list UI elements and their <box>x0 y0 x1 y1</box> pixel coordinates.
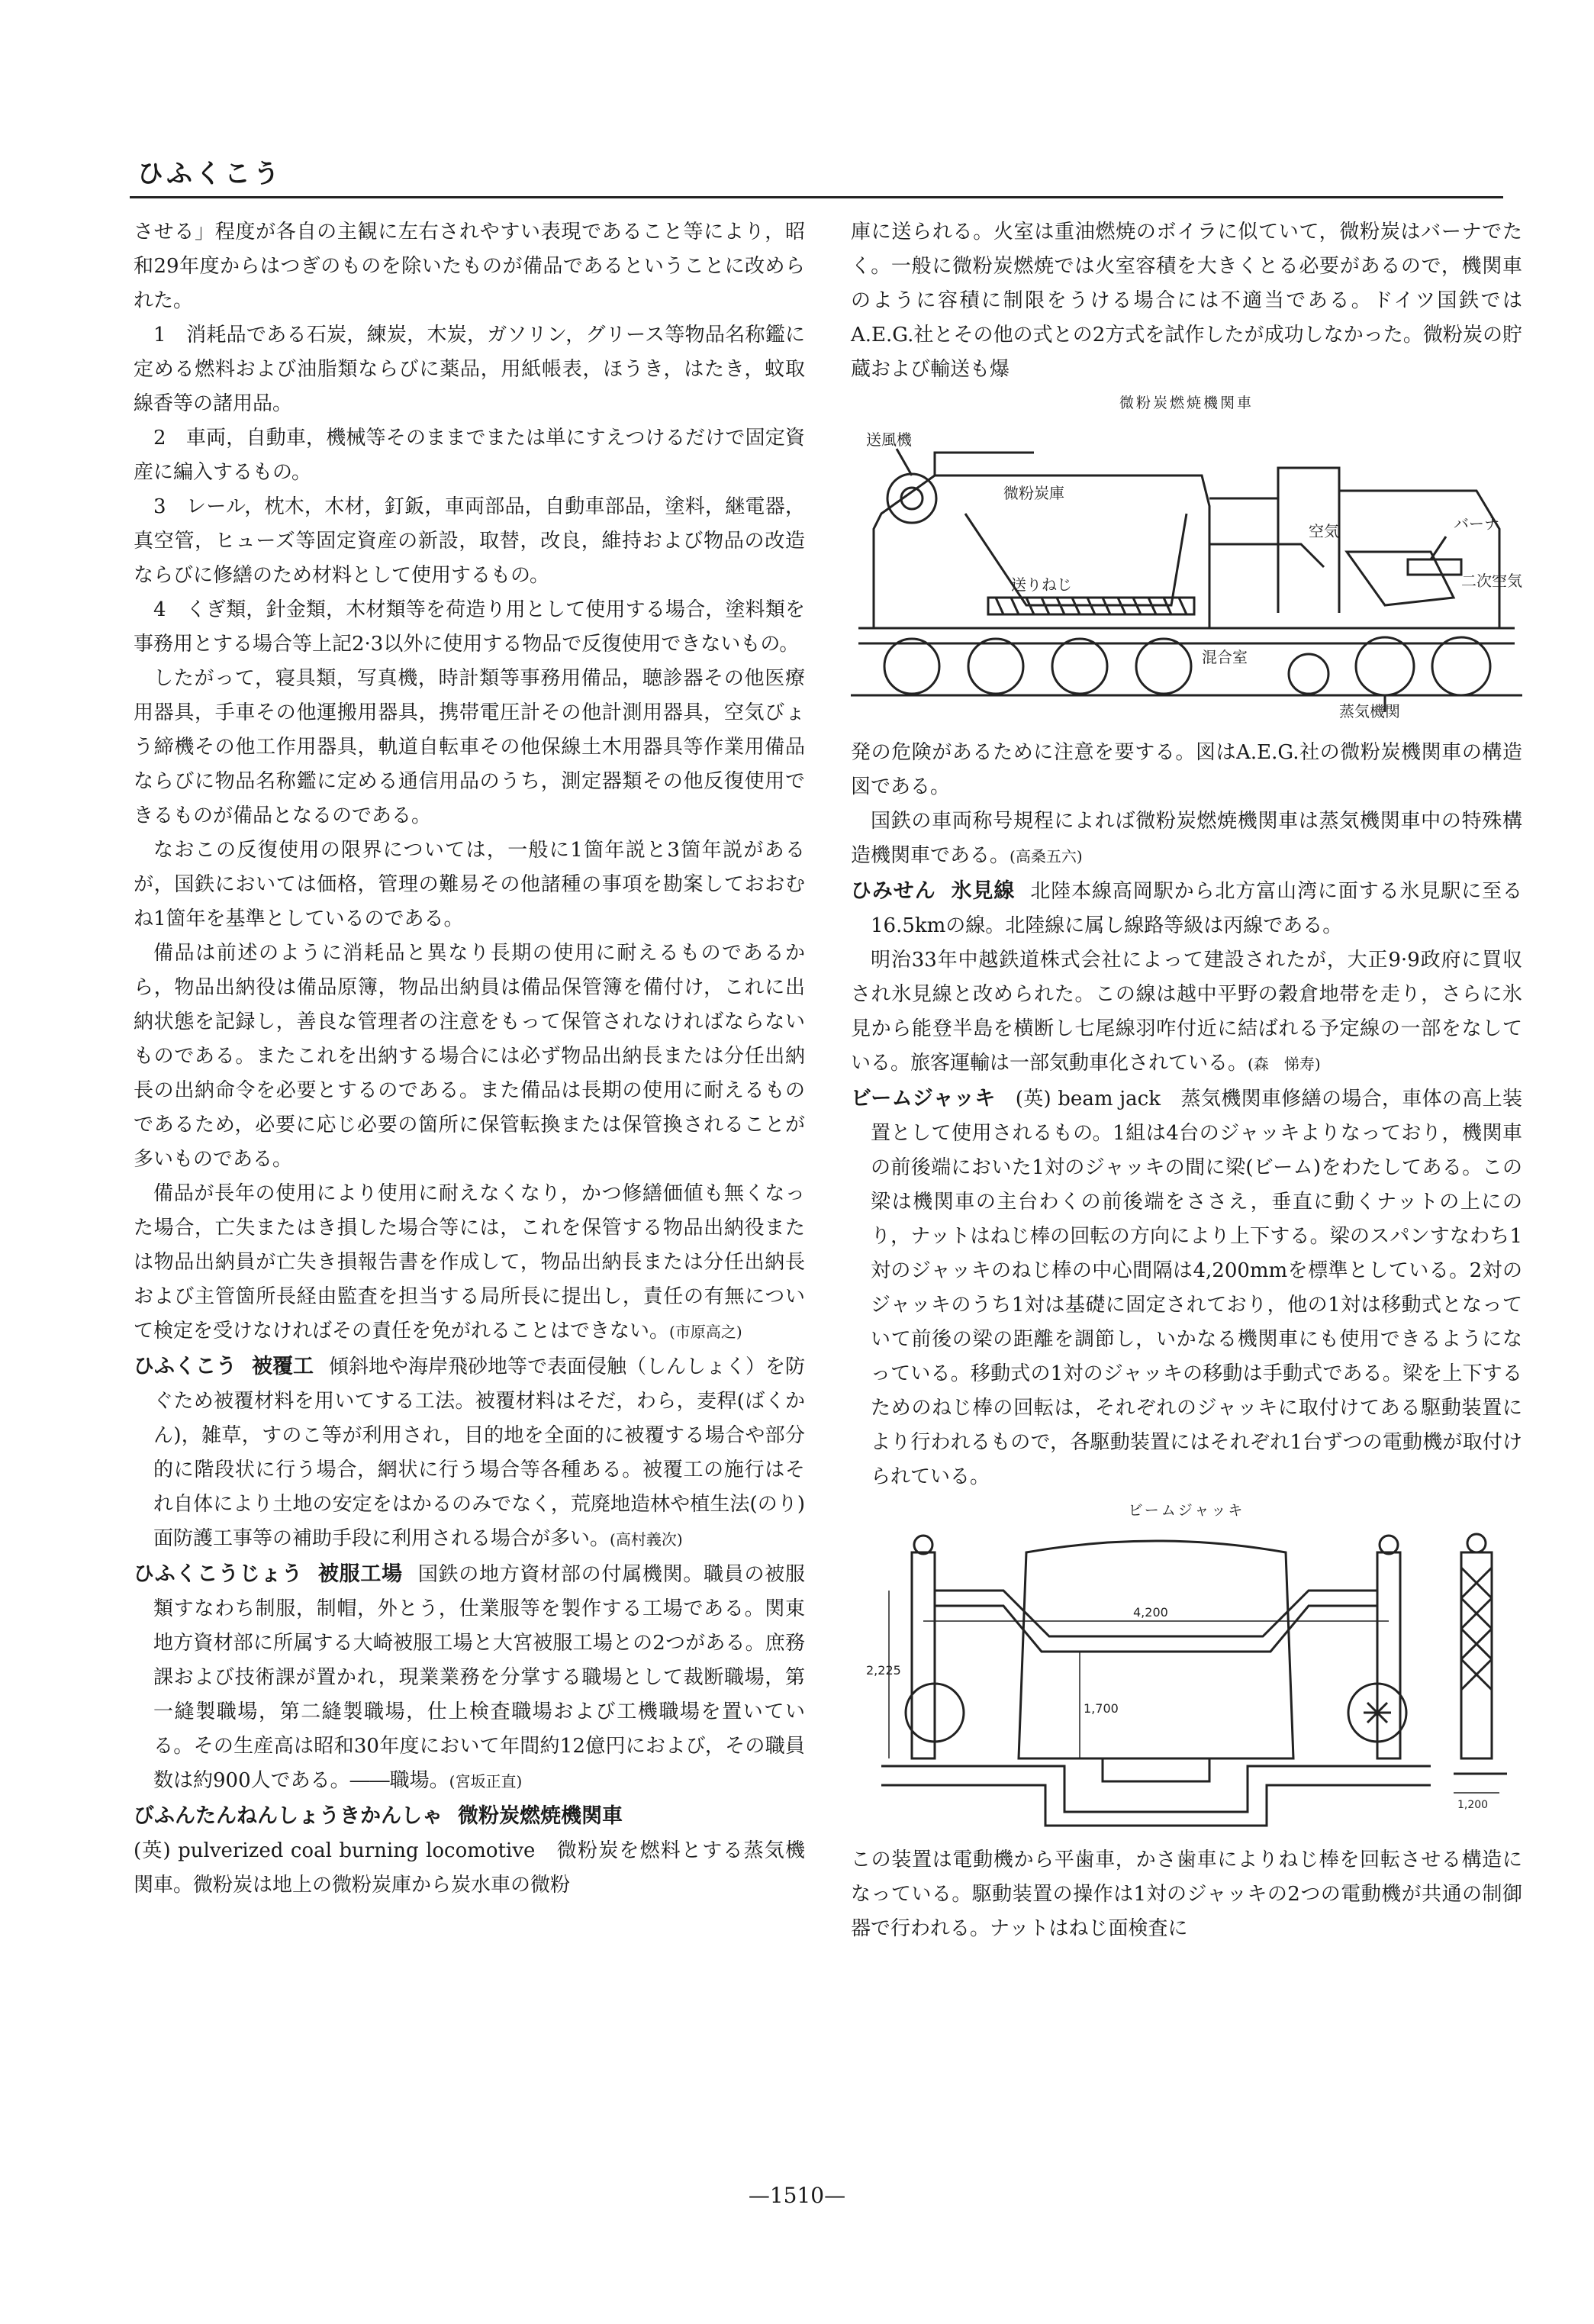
entry-reading: ひふくこうじょう <box>134 1562 303 1586</box>
paragraph: 備品は前述のように消耗品と異なり長期の使用に耐えるものであるから，物品出納役は備品原簿，物品出納員は備品保管簿を備付け，これに出納状態を記録し，善良な管理者の注意をもって保管されなければならないものである。またこれを出納する場合には必ず物品出納長または分任出納長の出納命令を必要とするのである。また備品は長期の使用に耐えるものであるため，必要に応じ必要の箇所に保管転換または保管換されることが多いものである。 <box>134 942 805 1171</box>
running-head: ひふくこう <box>137 159 282 189</box>
paragraph <box>851 804 1522 874</box>
paragraph <box>851 943 1522 1081</box>
list-item: 2 車両，自動車，機械等そのままでまたは単にすえつけるだけで固定資産に編入するもの。 <box>134 427 805 484</box>
label-steam-engine: 蒸気機関 <box>1339 702 1400 720</box>
right-column <box>851 215 1522 1946</box>
entry-headword: 微粉炭燃焼機関車 <box>458 1804 623 1828</box>
figure-beam-jack <box>851 1499 1522 1839</box>
paragraph <box>134 1177 805 1349</box>
paragraph: 庫に送られる。火室は重油燃焼のボイラに似ていて，微粉炭はバーナでたく。一般に微粉炭燃焼では火室容積を大きくとる必要があるので，機関車のように容積に制限をうける場合には不適当である。ドイツ国鉄ではA.E.G.社とその他の式との2方式を試作したが成功しなかった。微粉炭の貯蔵および輸送も爆 <box>851 221 1522 381</box>
locomotive-diagram <box>851 414 1522 720</box>
entry-text: 傾斜地や海岸飛砂地等で表面侵触（しんしょく）を防ぐため被覆材料を用いてする工法。被覆材料はそだ，わら，麦稈(ばくかん)，雑草，すのこ等が利用され，目的地を全面的に被覆する場合や部分的に階段状に行う場合，網状に行う場合等各種ある。被覆工の施行はそれ自体により土地の安定をはかるのみでなく，荒廃地造林や植生法(のり)面防護工事等の補助手段に利用される場合が多い。 <box>153 1355 806 1550</box>
paragraph-text: 国鉄の車両称号規程によれば微粉炭燃焼機関車は蒸気機関車中の特殊構造機関車である。 <box>851 810 1522 867</box>
label-air: 空気 <box>1309 522 1339 540</box>
label-hopper: 微粉炭庫 <box>1003 484 1064 502</box>
label-burner: バーナ <box>1454 514 1499 533</box>
left-column <box>134 215 805 1903</box>
author-credit: (宮坂正直) <box>449 1772 523 1791</box>
entry-text: (英) pulverized coal burning locomotive 微粉炭を燃料とする蒸気機関車。微粉炭は地上の微粉炭庫から炭水車の微粉 <box>134 1839 805 1897</box>
dictionary-entry-bifuntan <box>134 1799 805 1834</box>
paragraph: なおこの反復使用の限界については，一般に1箇年説と3箇年説があるが，国鉄においては価格，管理の難易その他諸種の事項を勘案しておおむね1箇年を基準としているのである。 <box>134 839 805 930</box>
figure-pulverized-coal-locomotive <box>851 392 1522 731</box>
entry-headword: 被覆工 <box>252 1355 314 1378</box>
figure-caption: 微粉炭燃焼機関車 <box>1119 395 1254 411</box>
beam-jack-diagram <box>851 1522 1522 1827</box>
entry-text: 国鉄の地方資材部の付属機関。職員の被服類すなわち制服，制帽，外とう，仕業服等を製作する工場である。関東地方資材部に所属する大崎被服工場と大宮被服工場との2つがある。庶務課および技術課が置かれ，現業業務を分掌する職場として裁断職場，第一縫製職場，第二縫製職場，仕上検査職場および工機職場を置いている。その生産高は昭和30年度において年間約12億円におよび，その職員数は約900人である。――職場。 <box>153 1563 806 1792</box>
dimension-side: 1,200 <box>1457 1799 1489 1811</box>
paragraph: したがって，寝具類，写真機，時計類等事務用備品，聴診器その他医療用器具，手車その他運搬用器具，携帯電圧計その他計測用器具，空気びょう締機その他工作用器具，軌道自転車その他保線土木用器具等作業用備品ならびに物品名称鑑に定める通信用品のうち，測定器類その他反復使用できるものが備品となるのである。 <box>134 667 805 827</box>
list-item: 3 レール，枕木，木材，釘鈑，車両部品，自動車部品，塗料，継電器，真空管，ヒューズ等固定資産の新設，取替，改良，維持および物品の改造ならびに修繕のため材料として使用するもの。 <box>134 495 805 587</box>
list-item: 4 くぎ類，針金類，木材類等を荷造り用として使用する場合，塗料類を事務用とする場合等上記2·3以外に使用する物品で反復使用できないもの。 <box>134 598 805 656</box>
entry-reading: びふんたんねんしょうきかんしゃ <box>134 1804 443 1828</box>
author-credit: (森 悌寿) <box>1248 1055 1321 1073</box>
entry-headword: 被服工場 <box>317 1562 403 1586</box>
dictionary-entry-beam-jack <box>851 1081 1522 1494</box>
author-credit: (市原高之) <box>669 1323 742 1341</box>
paragraph: この装置は電動機から平歯車，かさ歯車によりねじ棒を回転させる構造になっている。駆動装置の操作は1対のジャッキの2つの電動機が共通の制御器で行われる。ナットはねじ面検査に <box>851 1849 1522 1940</box>
author-credit: (高村義次) <box>610 1530 683 1549</box>
entry-headword: ビームジャッキ <box>851 1087 996 1110</box>
figure-caption: ビームジャッキ <box>1128 1502 1245 1519</box>
dictionary-entry-hifukukou <box>134 1349 805 1557</box>
entry-text: (英) beam jack 蒸気機関車修繕の場合，車体の高上装置として使用されるもの。1組は4台のジャッキよりなっており，機関車の前後端においた1対のジャッキの間に梁(ビーム)をわたしてある。この梁は機関車の主台わくの前後端をささえ，垂直に動くナットの上にのり，ナットはねじ棒の回転の方向により上下する。梁のスパンすなわち1対のジャッキのねじ棒の中心間隔は4,200mmを標準としている。2対のジャッキのうち1対は基礎に固定されており，他の1対は移動式となっていて前後の梁の距離を調節し，いかなる機関車にも使用できるようになっている。移動式の1対のジャッキの移動は手動式である。梁を上下するためのねじ棒の回転は，それぞれのジャッキに取付けてある駆動装置により行われるもので，各駆動装置にはそれぞれ1台ずつの電動機が取付けられている。 <box>871 1088 1522 1488</box>
dictionary-entry-himisen <box>851 874 1522 943</box>
paragraph-text: 備品が長年の使用により使用に耐えなくなり，かつ修繕価値も無くなった場合，亡失またはき損した場合等には，これを保管する物品出納役または物品出納員が亡失き損報告書を作成して，物品出納長または分任出納長および主管箇所長経由監査を担当する局所長に提出し，責任の有無について検定を受けなければその責任を免がれることはできない。 <box>134 1182 805 1343</box>
dimension-inner: 1,700 <box>1084 1701 1119 1716</box>
label-screw: 送りねじ <box>1011 575 1072 594</box>
entry-reading: ひみせん <box>851 879 936 903</box>
entry-text: 北陸本線高岡駅から北方富山湾に面する氷見駅に至る16.5kmの線。北陸線に属し線路等級は丙線である。 <box>871 880 1523 937</box>
entry-headword: 氷見線 <box>951 879 1016 903</box>
label-secondary-air: 二次空気 <box>1461 572 1522 590</box>
header-rule <box>130 196 1503 198</box>
label-blower: 送風機 <box>866 430 912 449</box>
page-number: —1510— <box>748 2183 846 2208</box>
dimension-span: 4,200 <box>1133 1605 1168 1620</box>
author-credit: (高桑五六) <box>1010 847 1083 865</box>
dictionary-entry-hifukukoujou <box>134 1557 805 1799</box>
list-item: 1 消耗品である石炭，練炭，木炭，ガソリン，グリース等物品名称鑑に定める燃料および油脂類ならびに薬品，用紙帳表，ほうき，はたき，蚊取線香等の諸用品。 <box>134 324 805 415</box>
paragraph: させる」程度が各自の主観に左右されやすい表現であること等により，昭和29年度からはつぎのものを除いたものが備品であるということに改められた。 <box>134 221 805 312</box>
paragraph-text: 明治33年中越鉄道株式会社によって建設されたが，大正9·9政府に買収され氷見線と改められた。この線は越中平野の穀倉地帯を走り，さらに氷見から能登半島を横断し七尾線羽咋付近に結ばれる予定線の一部をなしている。旅客運輸は一部気動車化されている。 <box>851 949 1522 1075</box>
dimension-height: 2,225 <box>866 1663 901 1678</box>
paragraph: 発の危険があるために注意を要する。図はA.E.G.社の微粉炭機関車の構造図である。 <box>851 741 1522 798</box>
label-mixing-chamber: 混合室 <box>1202 648 1248 666</box>
entry-reading: ひふくこう <box>134 1355 237 1378</box>
